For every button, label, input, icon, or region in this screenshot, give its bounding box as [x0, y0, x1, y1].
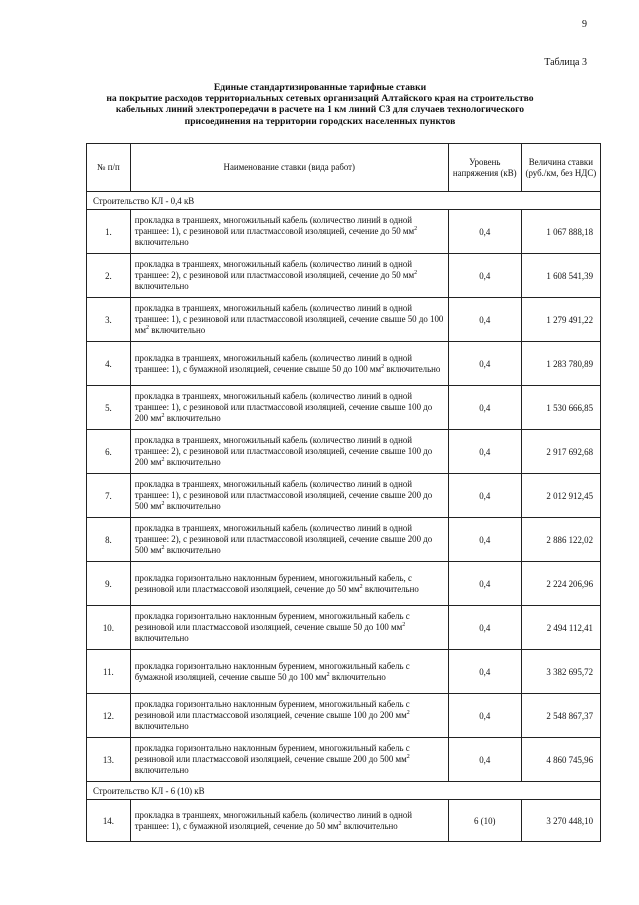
description-suffix: включительно — [134, 765, 189, 775]
row-number: 2. — [87, 254, 131, 298]
row-voltage: 0,4 — [448, 562, 521, 606]
header-num: № п/п — [87, 144, 131, 192]
row-description — [130, 386, 448, 430]
row-price: 2 494 112,41 — [521, 606, 600, 650]
table-row — [87, 210, 601, 254]
description-suffix: включительно — [329, 671, 386, 682]
row-voltage: 0,4 — [448, 650, 521, 694]
superscript: 2 — [414, 270, 418, 277]
description-suffix: включительно — [134, 633, 189, 643]
superscript: 2 — [381, 363, 385, 370]
row-price: 3 270 448,10 — [521, 800, 600, 842]
description-text: прокладка в траншеях, многожильный кабель (количество линий в одной траншее: 2), с резиновой или пластмассовой изоляцией, сечение до 50 мм — [134, 259, 415, 280]
description-text: прокладка в траншеях, многожильный кабель (количество линий в одной траншее: 1), с бумажной изоляцией, сечение до 50 мм — [134, 809, 413, 831]
description-text: прокладка горизонтально наклонным бурением, многожильный кабель с резиновой или пластмассовой изоляцией, сечение свыше 100 до 200 мм — [134, 699, 410, 720]
header-name: Наименование ставки (вида работ) — [130, 144, 448, 192]
title-line: присоединения на территории городских населенных пунктов — [184, 115, 456, 127]
row-number: 8. — [87, 518, 131, 562]
description-text: прокладка горизонтально наклонным бурением, многожильный кабель с бумажной изоляцией, сечение свыше 50 до 100 мм — [134, 660, 410, 682]
row-description — [130, 694, 448, 738]
row-description — [130, 342, 448, 386]
superscript: 2 — [359, 583, 363, 590]
row-price: 2 917 692,68 — [521, 430, 600, 474]
row-description — [130, 210, 448, 254]
description-suffix: включительно — [341, 820, 398, 831]
row-voltage: 0,4 — [448, 386, 521, 430]
superscript: 2 — [402, 622, 406, 629]
description-suffix: включительно — [384, 363, 441, 374]
row-description — [130, 800, 448, 842]
description-text: прокладка в траншеях, многожильный кабель (количество линий в одной траншее: 1), с резиновой или пластмассовой изоляцией, сечение свыше 200 до 500 мм — [134, 479, 433, 511]
row-description — [130, 298, 448, 342]
row-number: 3. — [87, 298, 131, 342]
row-number: 13. — [87, 738, 131, 782]
row-number: 6. — [87, 430, 131, 474]
row-voltage: 0,4 — [448, 210, 521, 254]
row-number: 12. — [87, 694, 131, 738]
description-suffix: включительно — [362, 583, 419, 594]
superscript: 2 — [161, 545, 165, 552]
title-line: кабельных линий электропередачи в расчете на 1 км линий С3 для случаев технологического — [115, 104, 525, 116]
row-voltage: 0,4 — [448, 606, 521, 650]
superscript: 2 — [161, 457, 165, 464]
row-number: 5. — [87, 386, 131, 430]
description-text: прокладка в траншеях, многожильный кабель (количество линий в одной траншее: 1), с резиновой или пластмассовой изоляцией, сечение до 50 мм — [134, 215, 415, 236]
description-suffix: включительно — [164, 501, 221, 511]
row-description — [130, 562, 448, 606]
table-row — [87, 430, 601, 474]
header-price: Величина ставки (руб./км, без НДС) — [521, 144, 600, 192]
row-number: 7. — [87, 474, 131, 518]
row-description — [130, 650, 448, 694]
row-number: 1. — [87, 210, 131, 254]
superscript: 2 — [406, 710, 410, 717]
description-suffix: включительно — [134, 237, 189, 247]
description-text: прокладка горизонтально наклонным бурением, многожильный кабель с резиновой или пластмассовой изоляцией, сечение свыше 50 до 100 мм — [134, 611, 410, 632]
superscript: 2 — [326, 671, 330, 678]
row-description — [130, 254, 448, 298]
document-title — [40, 82, 600, 127]
description-text: прокладка в траншеях, многожильный кабель (количество линий в одной траншее: 1), с резиновой или пластмассовой изоляцией, сечение свыше 100 до 200 мм — [134, 391, 433, 423]
description-text: прокладка в траншеях, многожильный кабель (количество линий в одной траншее: 1), с бумажной изоляцией, сечение свыше 50 до 100 мм — [134, 352, 413, 374]
row-price: 1 530 666,85 — [521, 386, 600, 430]
description-suffix: включительно — [134, 281, 189, 291]
row-price: 4 860 745,96 — [521, 738, 600, 782]
title-line: Единые стандартизированные тарифные ставки — [213, 82, 427, 93]
row-price: 1 608 541,39 — [521, 254, 600, 298]
header-voltage: Уровень напряжения (кВ) — [448, 144, 521, 192]
row-description — [130, 518, 448, 562]
superscript: 2 — [338, 820, 342, 827]
description-suffix: включительно — [164, 413, 221, 423]
description-text: прокладка в траншеях, многожильный кабель (количество линий в одной траншее: 2), с резиновой или пластмассовой изоляцией, сечение свыше 200 до 500 мм — [134, 523, 433, 555]
superscript: 2 — [406, 754, 410, 761]
table-row — [87, 254, 601, 298]
row-price: 1 279 491,22 — [521, 298, 600, 342]
title-line: на покрытие расходов территориальных сетевых организаций Алтайского края на строительство — [106, 93, 534, 105]
row-voltage: 0,4 — [448, 738, 521, 782]
superscript: 2 — [161, 413, 165, 420]
row-voltage: 0,4 — [448, 518, 521, 562]
row-voltage: 0,4 — [448, 342, 521, 386]
description-suffix: включительно — [164, 545, 221, 555]
table-row — [87, 518, 601, 562]
row-number: 11. — [87, 650, 131, 694]
table-row — [87, 342, 601, 386]
superscript: 2 — [414, 226, 418, 233]
row-price: 2 012 912,45 — [521, 474, 600, 518]
section-title: Строительство КЛ - 6 (10) кВ — [87, 782, 601, 800]
description-suffix: включительно — [164, 457, 221, 467]
row-description — [130, 430, 448, 474]
page-number: 9 — [582, 19, 587, 30]
table-label: Таблица 3 — [544, 57, 587, 68]
table-row — [87, 386, 601, 430]
row-price: 2 886 122,02 — [521, 518, 600, 562]
table-row — [87, 606, 601, 650]
row-price: 3 382 695,72 — [521, 650, 600, 694]
superscript: 2 — [146, 325, 150, 332]
row-price: 1 067 888,18 — [521, 210, 600, 254]
row-voltage: 0,4 — [448, 430, 521, 474]
description-suffix: включительно — [149, 325, 206, 335]
description-text: прокладка в траншеях, многожильный кабель (количество линий в одной траншее: 2), с резиновой или пластмассовой изоляцией, сечение свыше 100 до 200 мм — [134, 435, 433, 467]
table-row — [87, 298, 601, 342]
row-number: 4. — [87, 342, 131, 386]
description-text: прокладка в траншеях, многожильный кабель (количество линий в одной траншее: 1), с резиновой или пластмассовой изоляцией, сечение свыше 50 до 100 мм — [134, 303, 444, 335]
row-number: 10. — [87, 606, 131, 650]
row-price: 1 283 780,89 — [521, 342, 600, 386]
row-description — [130, 474, 448, 518]
table-row — [87, 800, 601, 842]
table-row — [87, 738, 601, 782]
row-number: 14. — [87, 800, 131, 842]
row-voltage: 0,4 — [448, 298, 521, 342]
row-price: 2 224 206,96 — [521, 562, 600, 606]
row-voltage: 0,4 — [448, 474, 521, 518]
row-number: 9. — [87, 562, 131, 606]
row-voltage: 0,4 — [448, 254, 521, 298]
table-row — [87, 562, 601, 606]
description-text: прокладка горизонтально наклонным бурением, многожильный кабель с резиновой или пластмассовой изоляцией, сечение свыше 200 до 500 мм — [134, 743, 410, 764]
table-header-row — [87, 144, 601, 192]
row-price: 2 548 867,37 — [521, 694, 600, 738]
row-description — [130, 738, 448, 782]
section-row — [87, 192, 601, 210]
table-row — [87, 694, 601, 738]
superscript: 2 — [161, 501, 165, 508]
table-row — [87, 474, 601, 518]
section-row — [87, 782, 601, 800]
description-text: прокладка горизонтально наклонным бурением, многожильный кабель, с резиновой или пластмассовой изоляцией, сечение до 50 мм — [134, 572, 412, 594]
row-voltage: 0,4 — [448, 694, 521, 738]
tariff-table — [86, 143, 601, 842]
row-description — [130, 606, 448, 650]
table-row — [87, 650, 601, 694]
description-suffix: включительно — [134, 721, 189, 731]
row-voltage: 6 (10) — [448, 800, 521, 842]
section-title: Строительство КЛ - 0,4 кВ — [87, 192, 601, 210]
